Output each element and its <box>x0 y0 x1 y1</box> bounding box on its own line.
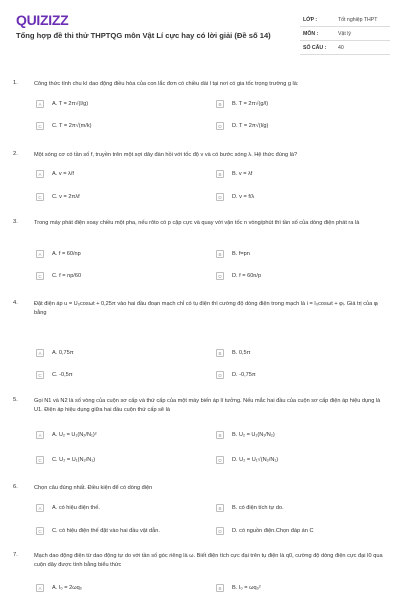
option-text: C. v = 2πλf <box>52 194 80 200</box>
option-letter-box: A <box>36 349 44 357</box>
option-text: B. T = 2π√(g/l) <box>232 101 269 107</box>
question-7 <box>0 552 400 598</box>
option-letter-box: D <box>216 527 224 535</box>
option-text: D. có nguồn điện.Chọn đáp án C <box>232 528 314 534</box>
option-letter-box: D <box>216 272 224 280</box>
option-letter-box: D <box>216 193 224 201</box>
option-text: B. v = λf <box>232 171 253 177</box>
question-4 <box>0 300 400 385</box>
option-letter-box: B <box>216 349 224 357</box>
option-letter-box: A <box>36 431 44 439</box>
option-text: A. f = 60/np <box>52 251 81 257</box>
question-3 <box>0 219 400 289</box>
question-number: 1. <box>13 80 18 86</box>
option-letter-box: D <box>216 371 224 379</box>
option-letter-box: C <box>36 456 44 464</box>
option-letter-box: D <box>216 122 224 130</box>
option-text: A. có hiệu điện thế. <box>52 505 100 511</box>
question-text: Công thức tính chu kì dao động điều hòa của con lắc đơn có chiều dài l tại nơi có gia tốc trọng trường g là: <box>34 81 299 87</box>
option-letter-box: A <box>36 504 44 512</box>
info-table <box>300 13 390 55</box>
option-text: D. f = 60n/p <box>232 273 262 279</box>
option-letter-box: B <box>216 504 224 512</box>
option-letter-box: A <box>36 584 44 592</box>
question-number: 6. <box>13 484 18 490</box>
option-letter-box: B <box>216 584 224 592</box>
option-text: C. T = 2π√(m/k) <box>52 123 92 129</box>
document-header <box>0 0 400 70</box>
option-text: A. U₂ = U₁(N₂/N₁)² <box>52 432 97 438</box>
option-letter-box: A <box>36 250 44 258</box>
option-text: A. I₀ = 2ωq₀ <box>52 585 83 591</box>
option-letter-box: D <box>216 456 224 464</box>
question-number: 3. <box>13 219 18 225</box>
option-text: B. I₀ = ωq₀² <box>232 585 261 591</box>
quizizz-logo: QUIZIZZ <box>16 12 69 28</box>
option-text: D. U₂ = U₁√(N₂/N₁) <box>232 457 279 463</box>
option-letter-box: B <box>216 100 224 108</box>
question-number: 5. <box>13 397 18 403</box>
info-row-class <box>300 13 390 27</box>
option-letter-box: C <box>36 122 44 130</box>
question-text: Gọi N1 và N2 là số vòng của cuộn sơ cấp và thứ cấp của một máy biến áp lí tưởng. Nếu mắc hai đầu của cuộn sơ cấp điện áp hiệu dụng là U1. Điện áp hiệu dụng giữa hai đầu cuộn thứ cấp sẽ là <box>34 398 381 413</box>
option-text: B. 0,5π <box>232 350 251 356</box>
question-number: 2. <box>13 151 18 157</box>
question-6 <box>0 484 400 539</box>
option-letter-box: C <box>36 193 44 201</box>
option-text: D. -0,75π <box>232 372 256 378</box>
question-5 <box>0 397 400 472</box>
option-text: C. -0,5π <box>52 372 73 378</box>
question-2 <box>0 151 400 211</box>
option-letter-box: C <box>36 371 44 379</box>
option-letter-box: B <box>216 431 224 439</box>
option-text: A. 0,75π <box>52 350 74 356</box>
option-text: A. v = λ/f <box>52 171 74 177</box>
option-letter-box: C <box>36 527 44 535</box>
option-text: B. f=pn <box>232 251 250 257</box>
question-1 <box>0 80 400 140</box>
info-label: LỚP : <box>303 17 318 23</box>
option-text: C. f = np/60 <box>52 273 82 279</box>
question-number: 4. <box>13 300 18 306</box>
question-text: Trong máy phát điện xoay chiều một pha, nếu rôto có p cặp cực và quay với vận tốc n vòng/phút thì tần số của dòng điện phát ra là <box>34 220 360 226</box>
info-label: SỐ CÂU : <box>303 45 327 51</box>
option-letter-box: A <box>36 100 44 108</box>
info-row-subject <box>300 27 390 41</box>
option-text: C. U₂ = U₁(N₂/N₁) <box>52 457 96 463</box>
question-text: Đặt điện áp u = U₀cosωt + 0,25π vào hai đầu đoạn mạch chỉ có tụ điện thì cường độ dòng điện trong mạch là i = I₀cosωt + φᵢ. Giá trị của φᵢ bằng <box>34 301 379 316</box>
info-value: 40 <box>338 45 344 51</box>
option-text: D. v = f/λ <box>232 194 255 200</box>
question-text: Chọn câu đúng nhất. Điều kiện để có dòng điện <box>34 485 153 491</box>
option-text: C. có hiệu điện thế đặt vào hai đầu vật dẫn. <box>52 528 160 534</box>
question-text: Một sóng cơ có tần số f, truyền trên một sợi dây đàn hồi với tốc độ v và có bước sóng λ. Hệ thức đúng là? <box>34 152 298 158</box>
option-text: B. U₂ = U₁(N₁/N₂) <box>232 432 275 438</box>
info-row-count <box>300 41 390 55</box>
question-number: 7. <box>13 552 18 558</box>
info-label: MÔN : <box>303 31 319 37</box>
option-letter-box: A <box>36 170 44 178</box>
info-value: Tốt nghiệp THPT <box>338 17 378 23</box>
option-letter-box: B <box>216 250 224 258</box>
option-text: D. T = 2π√(l/g) <box>232 123 269 129</box>
document-title: Tổng hợp đề thi thử THPTQG môn Vật Lí cực hay có lời giải (Đề số 14) <box>16 31 271 40</box>
info-value: Vật lý <box>338 31 351 37</box>
question-text: Mạch dao động điện từ dao động tự do với tần số góc riêng là ω. Biết điện tích cực đại trên tụ điện là q0, cường độ dòng điện cực đại I0 qua cuộn dây được tính bằng biểu thức <box>34 553 383 568</box>
option-letter-box: B <box>216 170 224 178</box>
option-text: A. T = 2π√(l/g) <box>52 101 89 107</box>
option-letter-box: C <box>36 272 44 280</box>
option-text: B. có điện tích tự do. <box>232 505 284 511</box>
